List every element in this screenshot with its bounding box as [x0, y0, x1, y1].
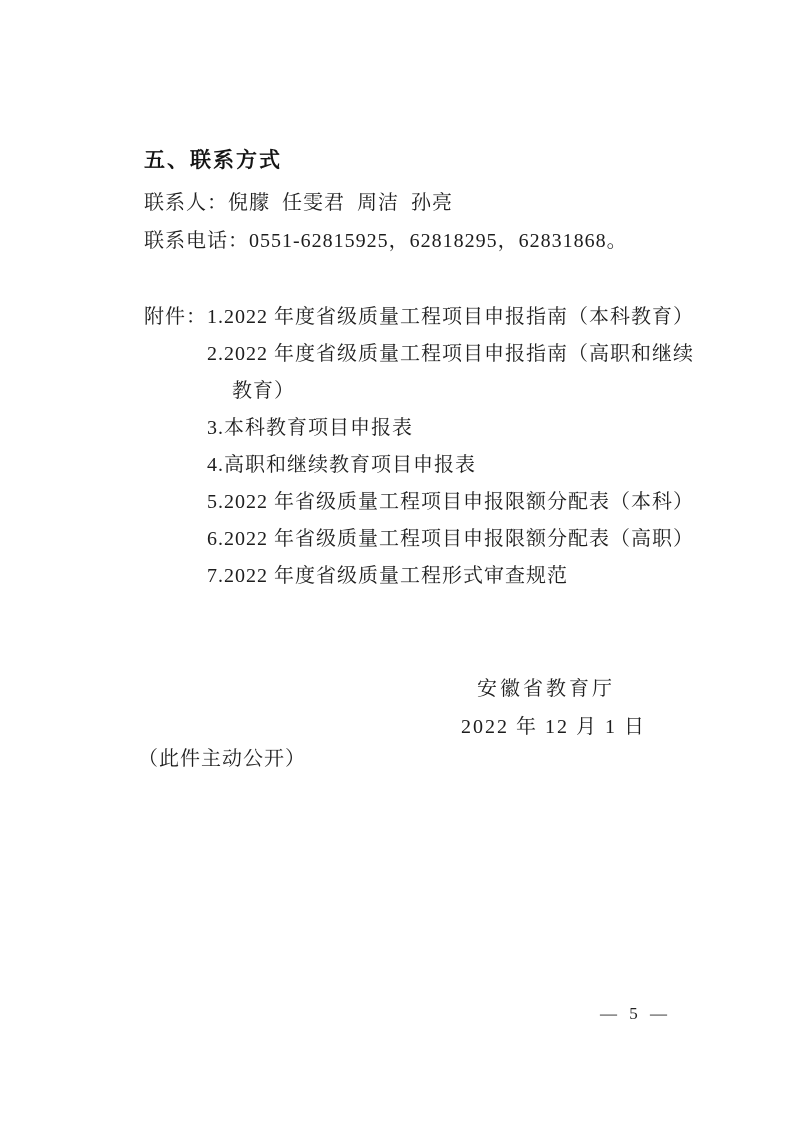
- contact-phone-line: 联系电话：0551-62815925，62818295，62831868。: [144, 230, 628, 252]
- attachment-item-2-continuation: 教育）: [232, 380, 295, 402]
- disclosure-note: （此件主动公开）: [138, 748, 306, 770]
- attachment-item-3: 3.本科教育项目申报表: [207, 417, 413, 439]
- attachment-item-2: 2.2022 年度省级质量工程项目申报指南（高职和继续: [207, 343, 694, 365]
- attachments-list: [207, 299, 694, 595]
- attachment-item-4: 4.高职和继续教育项目申报表: [207, 454, 476, 476]
- attachment-item-5: 5.2022 年省级质量工程项目申报限额分配表（本科）: [207, 491, 694, 513]
- attachment-item-7: 7.2022 年度省级质量工程形式审查规范: [207, 565, 568, 587]
- attachments-section: [144, 299, 694, 595]
- attachments-label: 附件：: [144, 306, 207, 328]
- issuer-name: 安徽省教育厅: [477, 678, 615, 700]
- attachment-item-1: 1.2022 年度省级质量工程项目申报指南（本科教育）: [207, 306, 694, 328]
- attachment-item-6: 6.2022 年省级质量工程项目申报限额分配表（高职）: [207, 528, 694, 550]
- page-number: — 5 —: [600, 1004, 668, 1023]
- contact-person-line: 联系人：倪朦 任雯君 周洁 孙亮: [144, 192, 453, 214]
- issue-date: 2022 年 12 月 1 日: [461, 716, 646, 738]
- section-heading: 五、联系方式: [144, 149, 282, 172]
